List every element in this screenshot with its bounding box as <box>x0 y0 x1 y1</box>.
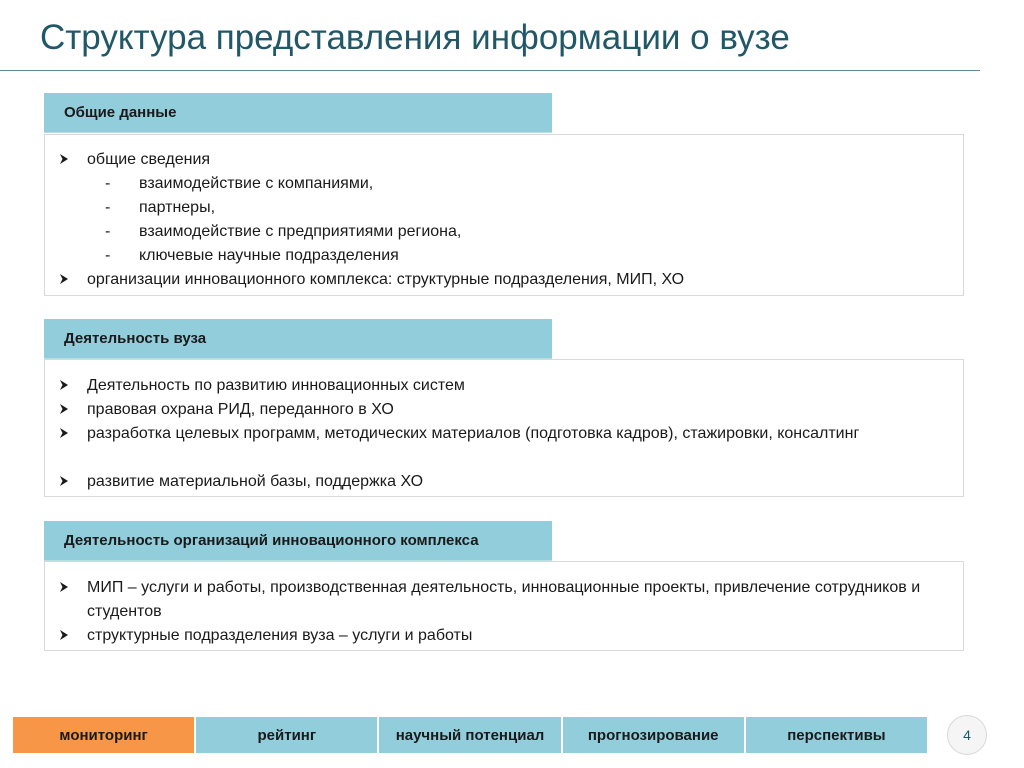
section-header-label: Деятельность организаций инновационного комплекса <box>64 532 479 549</box>
section-body-innovation-complex <box>44 561 964 651</box>
page-title: Структура представления информации о вузе <box>40 18 790 57</box>
list-item: Деятельность по развитию инновационных систем <box>87 377 465 394</box>
arrow-bullet-icon <box>57 378 71 392</box>
section-header-university-activity <box>44 319 552 359</box>
section-header-label: Деятельность вуза <box>64 330 207 347</box>
dash-marker: - <box>105 247 111 264</box>
sub-list-item: взаимодействие с предприятиями региона, <box>139 223 462 240</box>
nav-tab-prospects[interactable]: перспективы <box>745 716 928 754</box>
nav-tab-scientific-potential[interactable]: научный потенциал <box>378 716 561 754</box>
list-item: разработка целевых программ, методических материалов (подготовка кадров), стажировки, консалтинг <box>87 425 860 442</box>
arrow-bullet-icon <box>57 426 71 440</box>
section-body-general-data <box>44 134 964 296</box>
list-item: правовая охрана РИД, переданного в ХО <box>87 401 394 418</box>
arrow-bullet-icon <box>57 474 71 488</box>
nav-tab-forecasting[interactable]: прогнозирование <box>562 716 745 754</box>
section-header-innovation-complex <box>44 521 552 561</box>
list-item: организации инновационного комплекса: структурные подразделения, МИП, ХО <box>87 271 685 288</box>
list-item: МИП – услуги и работы, производственная деятельность, инновационные проекты, привлечение сотрудников и студентов <box>87 579 921 620</box>
section-header-label: Общие данные <box>64 104 177 121</box>
section-header-general-data <box>44 93 552 133</box>
section-body-university-activity <box>44 359 964 497</box>
page-number-badge: 4 <box>947 715 987 755</box>
dash-marker: - <box>105 199 111 216</box>
sub-list-item: партнеры, <box>139 199 216 216</box>
title-divider <box>0 70 980 71</box>
sub-list-item: ключевые научные подразделения <box>139 247 399 264</box>
list-item: развитие материальной базы, поддержка ХО <box>87 473 424 490</box>
bottom-navigation <box>12 716 928 754</box>
arrow-bullet-icon <box>57 580 71 594</box>
nav-tab-monitoring[interactable]: мониторинг <box>12 716 195 754</box>
arrow-bullet-icon <box>57 628 71 642</box>
arrow-bullet-icon <box>57 402 71 416</box>
nav-tab-rating[interactable]: рейтинг <box>195 716 378 754</box>
arrow-bullet-icon <box>57 152 71 166</box>
list-item: общие сведения <box>87 151 211 168</box>
dash-marker: - <box>105 175 111 192</box>
dash-marker: - <box>105 223 111 240</box>
arrow-bullet-icon <box>57 272 71 286</box>
sub-list-item: взаимодействие с компаниями, <box>139 175 374 192</box>
list-item: структурные подразделения вуза – услуги и работы <box>87 627 473 644</box>
